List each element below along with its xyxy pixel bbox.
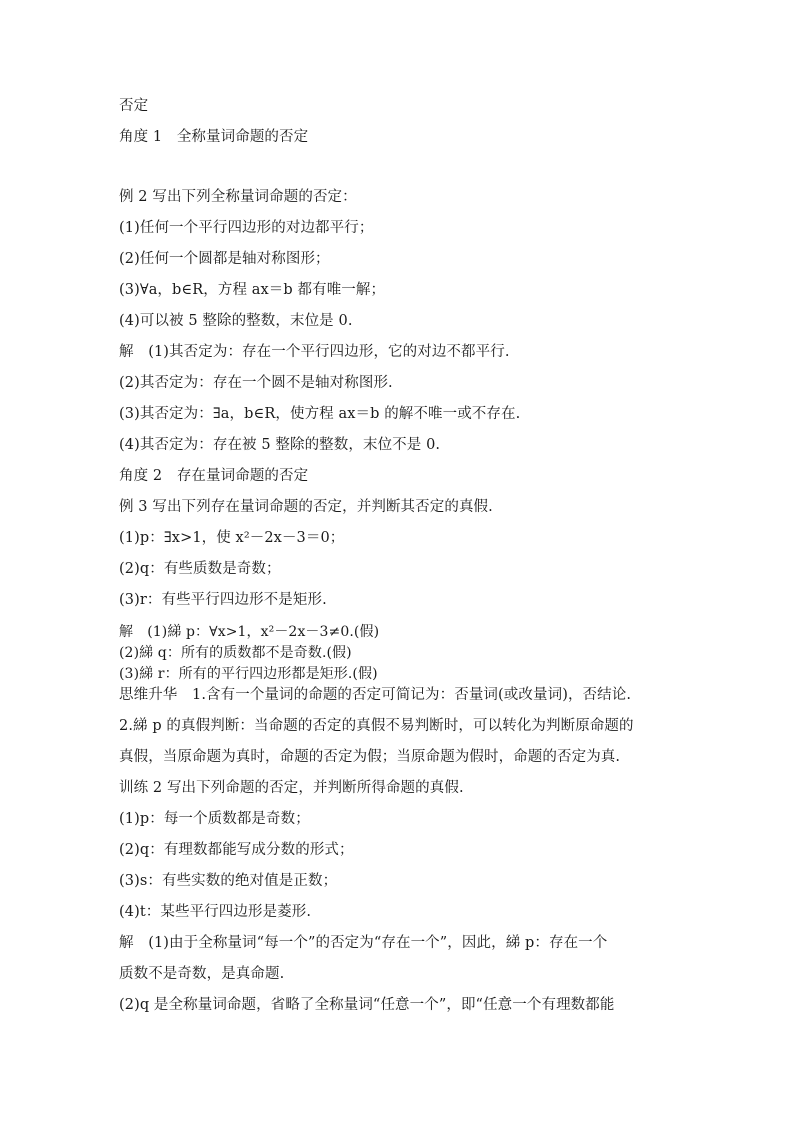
example-3-item-3: (3)r：有些平行四边形不是矩形. [119,592,327,608]
example-2-item-4: (4)可以被 5 整除的整数，末位是 0. [119,313,353,329]
example-2-solution-4: (4)其否定为：存在被 5 整除的整数，末位不是 0. [119,437,441,453]
example-2-solution-3: (3)其否定为：∃a，b∈R，使方程 ax＝b 的解不唯一或不存在. [119,406,521,422]
summary-line-1: 思维升华 1.含有一个量词的命题的否定可简记为：否量词(或改量词)，否结论. [119,687,632,703]
example-3-solution-2: (2)綈 q：所有的质数都不是奇数.(假) [119,645,352,661]
example-2-item-3: (3)∀a，b∈R，方程 ax＝b 都有唯一解； [119,282,386,298]
example-3-item-2: (2)q：有些质数是奇数； [119,561,281,577]
example-2-solution-2: (2)其否定为：存在一个圆不是轴对称图形. [119,375,393,391]
example-2-item-2: (2)任何一个圆都是轴对称图形； [119,251,330,267]
section-angle-1: 角度 1 全称量词命题的否定 [119,129,309,145]
example-3-item-1: (1)p：∃x>1，使 x²－2x－3＝0； [119,530,345,546]
training-2-solution-3: (2)q 是全称量词命题，省略了全称量词“任意一个”，即“任意一个有理数都能 [119,997,615,1013]
example-3-solution-3: (3)綈 r：所有的平行四边形都是矩形.(假) [119,666,378,682]
training-2-item-4: (4)t：某些平行四边形是菱形. [119,904,312,920]
example-3-prompt: 例 3 写出下列存在量词命题的否定，并判断其否定的真假. [119,499,493,515]
training-2-solution-2: 质数不是奇数，是真命题. [119,966,285,982]
example-2-prompt: 例 2 写出下列全称量词命题的否定： [119,189,357,205]
example-2-item-1: (1)任何一个平行四边形的对边都平行； [119,220,374,236]
summary-line-2: 2.綈 p 的真假判断：当命题的否定的真假不易判断时，可以转化为判断原命题的 [119,718,634,734]
summary-line-3: 真假，当原命题为真时，命题的否定为假；当原命题为假时，命题的否定为真. [119,749,621,765]
training-2-prompt: 训练 2 写出下列命题的否定，并判断所得命题的真假. [119,780,464,796]
section-angle-2: 角度 2 存在量词命题的否定 [119,468,309,484]
training-2-item-2: (2)q：有理数都能写成分数的形式； [119,842,354,858]
example-3-solution-1: 解 (1)綈 p：∀x>1，x²－2x－3≠0.(假) [119,624,380,640]
training-2-item-1: (1)p：每一个质数都是奇数； [119,811,310,827]
training-2-item-3: (3)s：有些实数的绝对值是正数； [119,873,338,889]
example-2-solution-1: 解 (1)其否定为：存在一个平行四边形，它的对边不都平行. [119,344,510,360]
heading: 否定 [119,98,149,114]
training-2-solution-1: 解 (1)由于全称量词“每一个”的否定为“存在一个”，因此，綈 p：存在一个 [119,935,608,951]
